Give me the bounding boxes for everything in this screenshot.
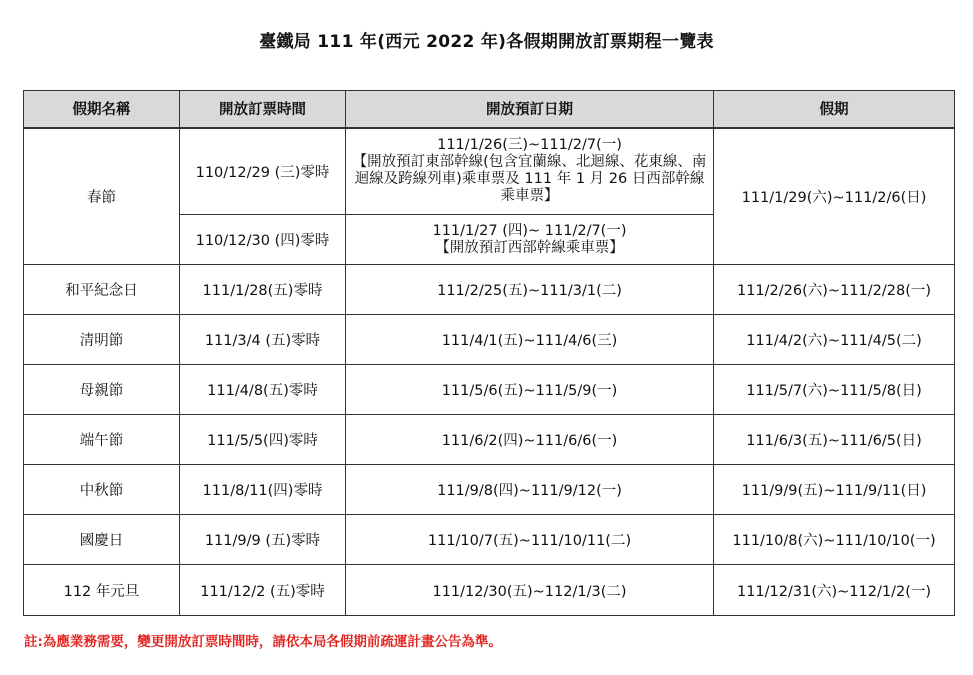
holiday-period-cell: 111/9/9(五)~111/9/11(日) [714, 465, 955, 515]
holiday-name-cell: 和平紀念日 [24, 265, 180, 315]
holiday-name-cell: 國慶日 [24, 515, 180, 565]
table-row [24, 515, 955, 565]
open-time-cell: 111/5/5(四)零時 [180, 415, 346, 465]
booking-dates-cell: 111/12/30(五)~112/1/3(二) [346, 565, 714, 616]
booking-dates-cell [346, 128, 714, 215]
header-open-time: 開放訂票時間 [180, 91, 346, 128]
table-row [24, 365, 955, 415]
booking-dates-cell: 111/5/6(五)~111/5/9(一) [346, 365, 714, 415]
header-holiday-name: 假期名稱 [24, 91, 180, 128]
holiday-name-cell: 中秋節 [24, 465, 180, 515]
holiday-name-cell: 春節 [24, 128, 180, 265]
table-row [24, 315, 955, 365]
booking-dates-cell: 111/2/25(五)~111/3/1(二) [346, 265, 714, 315]
booking-dates-cell: 111/9/8(四)~111/9/12(一) [346, 465, 714, 515]
table-row [24, 128, 955, 215]
open-time-cell: 111/1/28(五)零時 [180, 265, 346, 315]
page-title: 臺鐵局 111 年(西元 2022 年)各假期開放訂票期程一覽表 [259, 32, 714, 52]
booking-dates-cell: 111/4/1(五)~111/4/6(三) [346, 315, 714, 365]
open-time-cell: 111/4/8(五)零時 [180, 365, 346, 415]
booking-dates-note: 【開放預訂東部幹線(包含宜蘭線、北迴線、花東線、南迴線及跨線列車)乘車票及 111 年 1 月 26 日西部幹線乘車票】 [352, 154, 707, 205]
booking-dates-range: 111/1/27 (四)~ 111/2/7(一) [432, 222, 627, 239]
table-row [24, 265, 955, 315]
holiday-name-cell: 清明節 [24, 315, 180, 365]
header-holiday-period: 假期 [714, 91, 955, 128]
holiday-period-cell: 111/4/2(六)~111/4/5(二) [714, 315, 955, 365]
table-row [24, 415, 955, 465]
holiday-name-cell: 母親節 [24, 365, 180, 415]
footnote: 註:為應業務需要，變更開放訂票時間時，請依本局各假期前疏運計畫公告為準。 [24, 634, 502, 650]
holiday-name-cell: 端午節 [24, 415, 180, 465]
table-row [24, 565, 955, 616]
header-booking-dates: 開放預訂日期 [346, 91, 714, 128]
open-time-cell: 111/8/11(四)零時 [180, 465, 346, 515]
holiday-period-cell: 111/5/7(六)~111/5/8(日) [714, 365, 955, 415]
holiday-period-cell: 111/12/31(六)~112/1/2(一) [714, 565, 955, 616]
booking-dates-range: 111/1/26(三)~111/2/7(一) [437, 137, 622, 154]
holiday-period-cell: 111/2/26(六)~111/2/28(一) [714, 265, 955, 315]
booking-dates-cell: 111/6/2(四)~111/6/6(一) [346, 415, 714, 465]
open-time-cell: 110/12/30 (四)零時 [180, 215, 346, 265]
booking-dates-cell [346, 215, 714, 265]
holiday-name-cell: 112 年元旦 [24, 565, 180, 616]
holiday-period-cell: 111/10/8(六)~111/10/10(一) [714, 515, 955, 565]
open-time-cell: 111/3/4 (五)零時 [180, 315, 346, 365]
table-row [24, 465, 955, 515]
table-header-row [24, 91, 955, 128]
booking-dates-note: 【開放預訂西部幹線乘車票】 [435, 239, 624, 256]
holiday-period-cell: 111/1/29(六)~111/2/6(日) [714, 128, 955, 265]
open-time-cell: 111/9/9 (五)零時 [180, 515, 346, 565]
booking-dates-cell: 111/10/7(五)~111/10/11(二) [346, 515, 714, 565]
open-time-cell: 110/12/29 (三)零時 [180, 128, 346, 215]
holiday-period-cell: 111/6/3(五)~111/6/5(日) [714, 415, 955, 465]
holiday-booking-table [23, 90, 955, 616]
open-time-cell: 111/12/2 (五)零時 [180, 565, 346, 616]
